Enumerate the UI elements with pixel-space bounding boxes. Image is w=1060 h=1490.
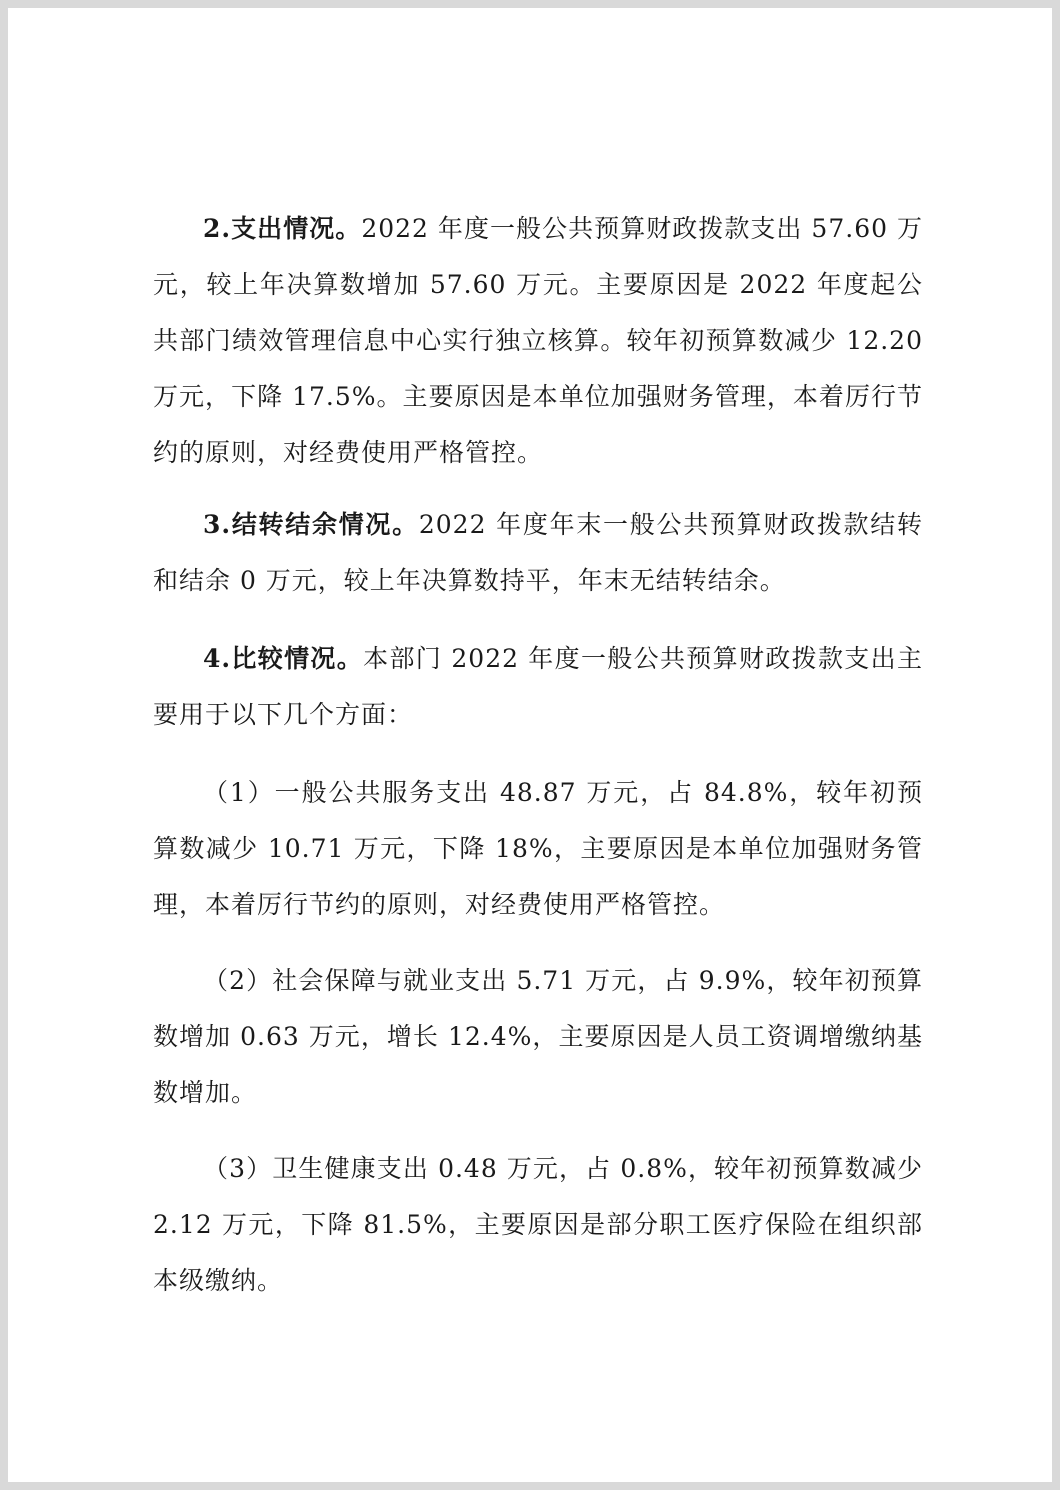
paragraph-body: 2022 年度年末一般公共预算财政拨款结转和结余 0 万元，较上年决算数持平，年末无结转结余。 — [153, 510, 923, 595]
paragraph-expenditure — [153, 201, 923, 481]
paragraph-heading: 2.支出情况。 — [203, 214, 362, 243]
document-page — [8, 8, 1052, 1482]
paragraph-item-social-security — [153, 953, 923, 1121]
paragraph-body: 本部门 2022 年度一般公共预算财政拨款支出主要用于以下几个方面： — [153, 644, 923, 729]
paragraph-item-health — [153, 1141, 923, 1309]
paragraph-body: （3）卫生健康支出 0.48 万元，占 0.8%，较年初预算数减少 2.12 万元，下降 81.5%，主要原因是部分职工医疗保险在组织部本级缴纳。 — [153, 1154, 923, 1295]
paragraph-body: （1）一般公共服务支出 48.87 万元，占 84.8%，较年初预算数减少 10.71 万元，下降 18%，主要原因是本单位加强财务管理，本着厉行节约的原则，对经费使用严格管控。 — [153, 778, 923, 919]
paragraph-body: （2）社会保障与就业支出 5.71 万元，占 9.9%，较年初预算数增加 0.63 万元，增长 12.4%，主要原因是人员工资调增缴纳基数增加。 — [153, 966, 923, 1107]
paragraph-carryover-balance — [153, 497, 923, 609]
paragraph-body: 2022 年度一般公共预算财政拨款支出 57.60 万元，较上年决算数增加 57.60 万元。主要原因是 2022 年度起公共部门绩效管理信息中心实行独立核算。较年初预算数减少 12.20 万元，下降 17.5%。主要原因是本单位加强财务管理，本着厉行节约的原则，对经费使用严格管控。 — [153, 214, 923, 467]
paragraph-item-general-public-services — [153, 765, 923, 933]
paragraph-comparison — [153, 631, 923, 743]
paragraph-heading: 4.比较情况。 — [203, 644, 364, 673]
paragraph-heading: 3.结转结余情况。 — [203, 510, 419, 539]
